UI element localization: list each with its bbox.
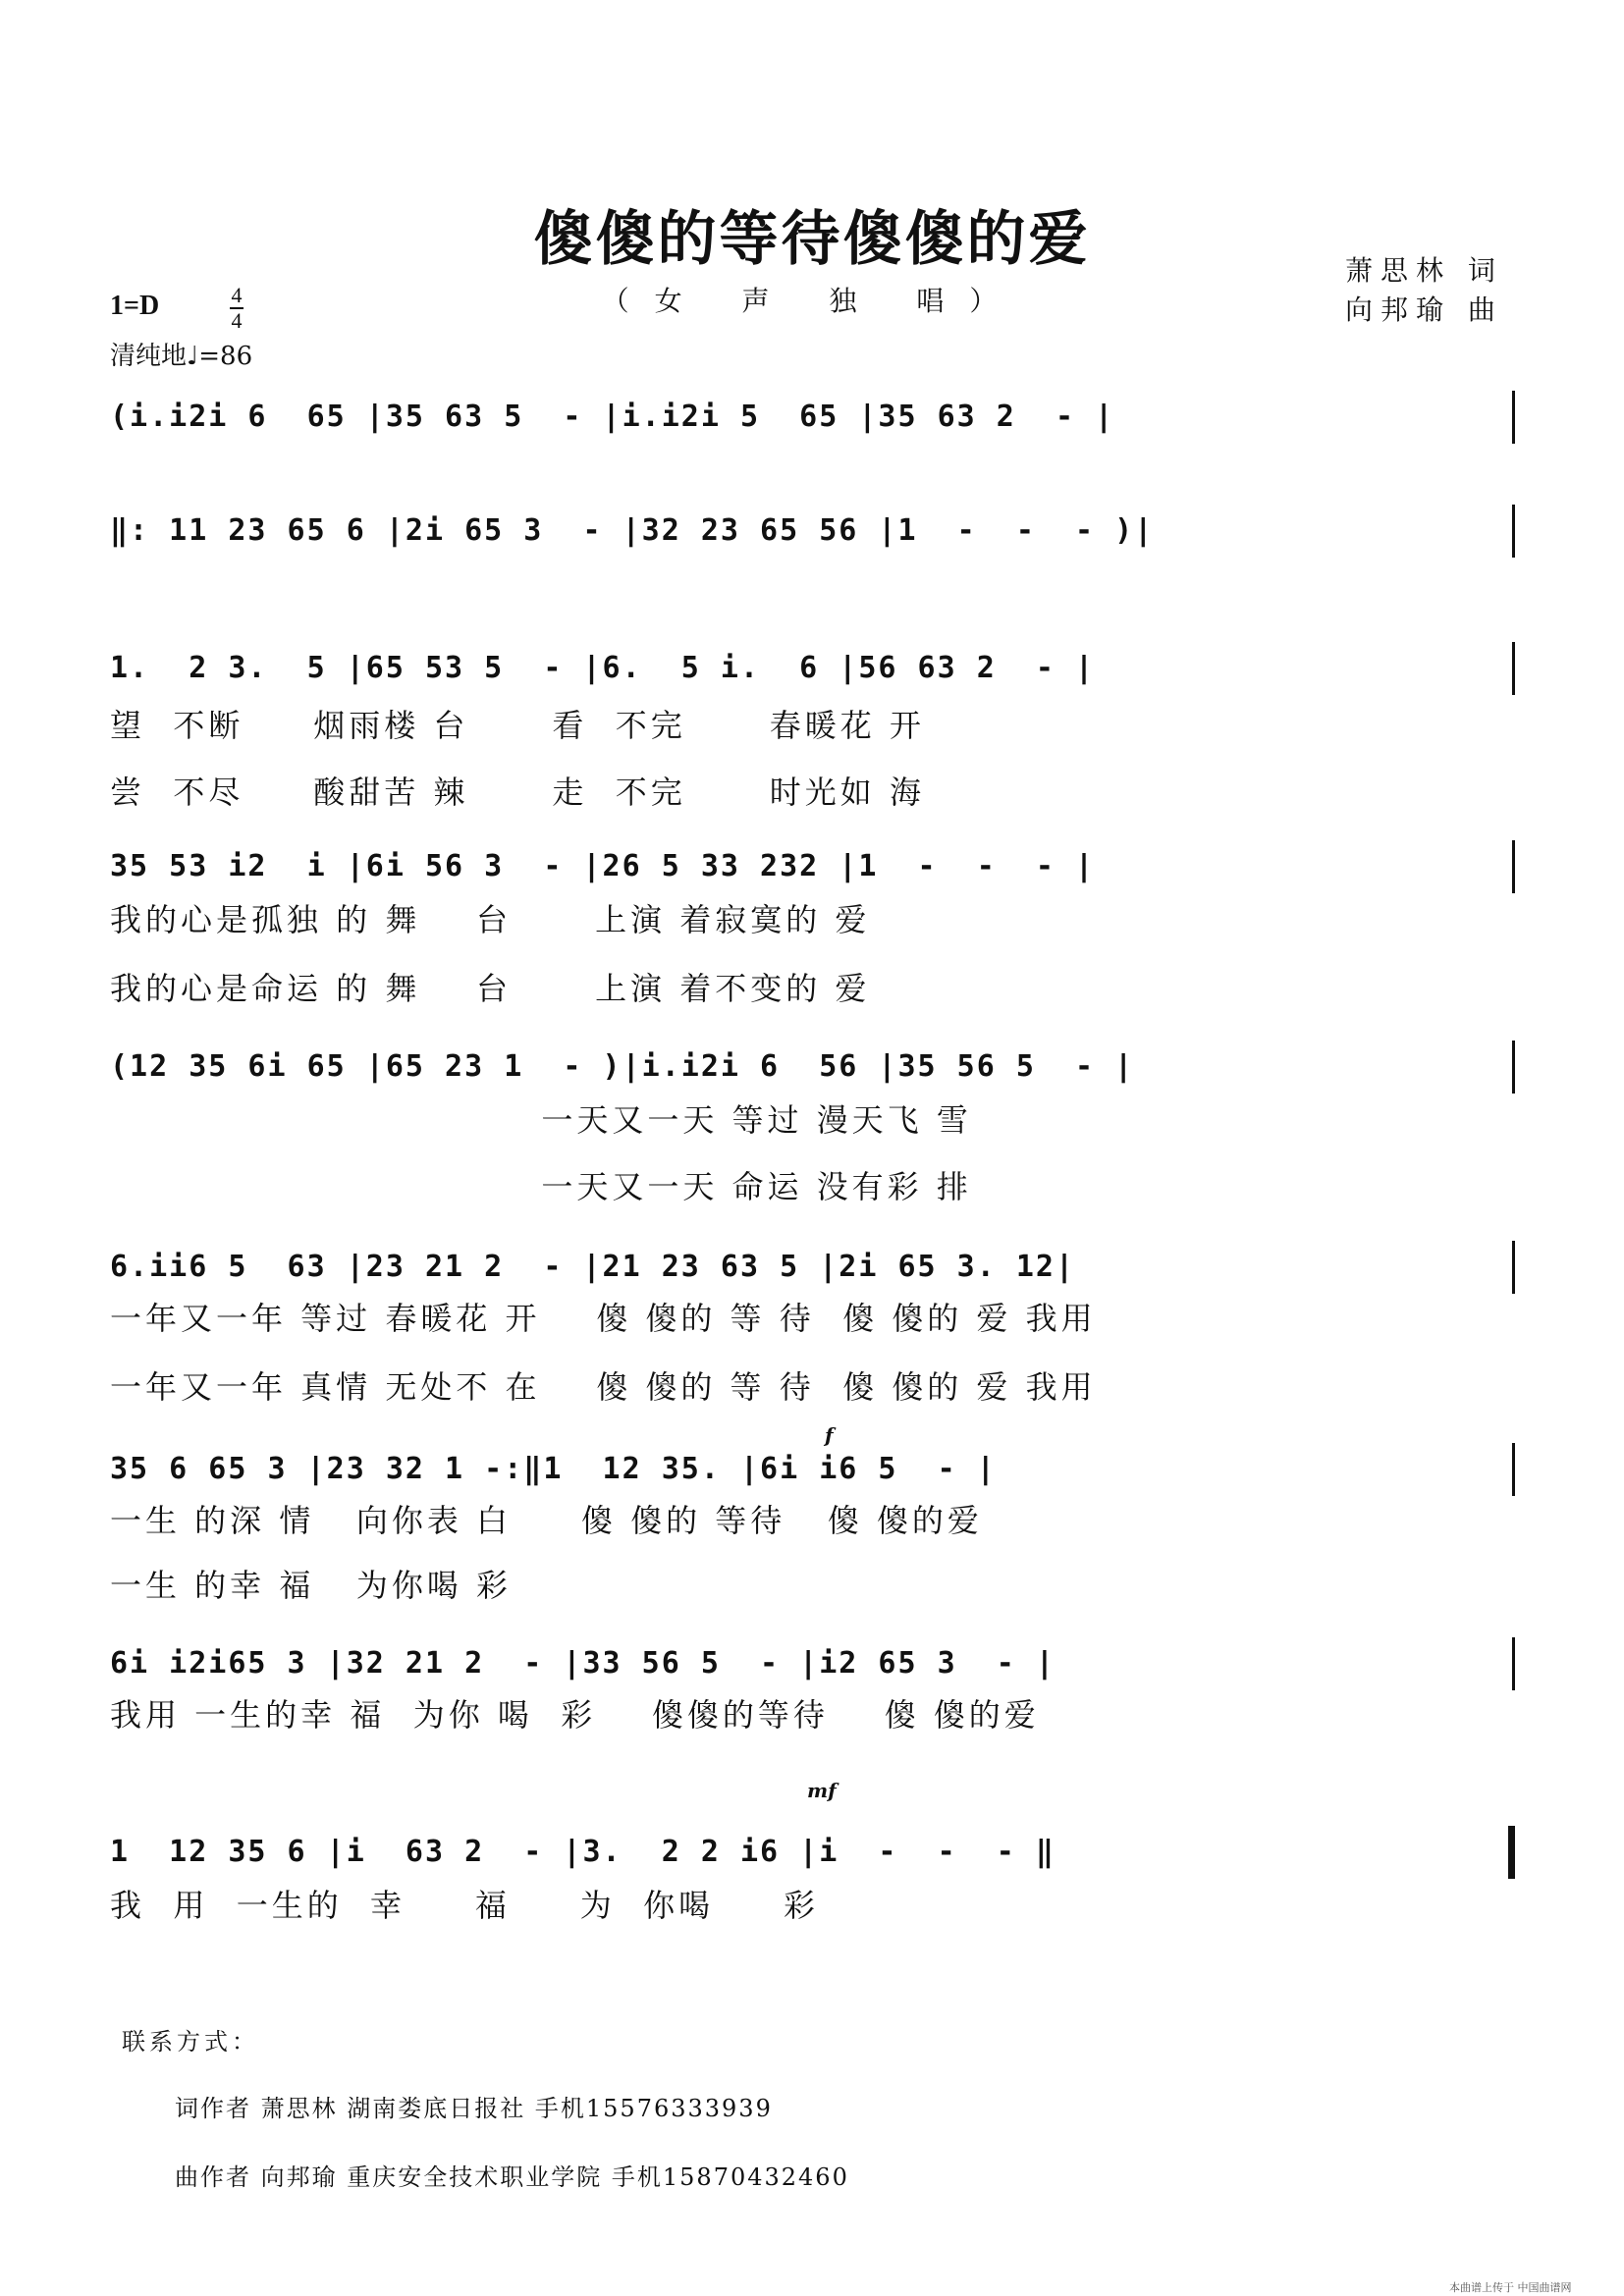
song-title: 傻傻的等待傻傻的爱 [533, 205, 1091, 274]
notation-line: 35 6 65 3 |23 32 1 -:‖1 12 35. |6i i6 5 - | [110, 1452, 997, 1486]
notation-line: 1. 2 3. 5 |65 53 5 - |6. 5 i. 6 |56 63 2 - | [110, 651, 1096, 685]
staff-row-7 [0, 1423, 1624, 1622]
staff-row-8 [0, 1629, 1624, 1757]
notation-line: (i.i2i 6 65 |35 63 5 - |i.i2i 5 65 |35 63 2 - | [110, 400, 1115, 434]
time-signature [230, 285, 244, 332]
barline [1512, 1241, 1515, 1294]
staff-row-5 [0, 1033, 1624, 1229]
notation-line: 6.ii6 5 63 |23 21 2 - |21 23 63 5 |2i 65 3. 12| [110, 1250, 1076, 1284]
time-signature-bottom: 4 [231, 308, 243, 333]
dynamic-forte: f [825, 1423, 834, 1447]
staff-row-3 [0, 634, 1624, 830]
time-signature-top: 4 [231, 283, 243, 307]
dynamic-mezzo-forte: mf [807, 1779, 837, 1802]
barline [1512, 391, 1515, 444]
barline [1512, 505, 1515, 558]
lyricist-contact: 词作者 萧思林 湖南娄底日报社 手机15576333939 [175, 2095, 773, 2122]
barline [1512, 840, 1515, 893]
lyric-verse-1: 我用 一生的幸 福 为你 喝 彩 傻傻的等待 傻 傻的爱 [110, 1696, 1040, 1734]
staff-row-6 [0, 1233, 1624, 1429]
lyricist-credit: 萧思林 词 [1345, 254, 1503, 287]
song-subtitle: （女 声 独 唱） [601, 285, 1023, 317]
tempo-marking: 清纯地♩=86 [110, 342, 253, 371]
notation-line: ‖: 11 23 65 6 |2i 65 3 - |32 23 65 56 |1 - - - )| [110, 513, 1155, 548]
lyric-verse-2: 我的心是命运 的 舞 台 上演 着不变的 爱 [110, 970, 871, 1007]
lyric-verse-1: 望 不断 烟雨楼 台 看 不完 春暖花 开 [110, 707, 925, 744]
final-barline [1508, 1826, 1515, 1879]
contact-label: 联系方式： [122, 2028, 259, 2056]
staff-row-4 [0, 832, 1624, 1029]
lyric-verse-1: 我 用 一生的 幸 福 为 你喝 彩 [110, 1887, 819, 1924]
staff-row-9 [0, 1779, 1624, 1946]
lyric-verse-2: 一年又一年 真情 无处不 在 傻 傻的 等 待 傻 傻的 爱 我用 [110, 1368, 1097, 1406]
lyric-verse-2: 一生 的幸 福 为你喝 彩 [110, 1567, 513, 1604]
barline [1512, 1443, 1515, 1496]
lyric-verse-2: 尝 不尽 酸甜苦 辣 走 不完 时光如 海 [110, 774, 925, 811]
lyric-verse-1: 一年又一年 等过 春暖花 开 傻 傻的 等 待 傻 傻的 爱 我用 [110, 1300, 1097, 1337]
composer-contact: 曲作者 向邦瑜 重庆安全技术职业学院 手机15870432460 [175, 2163, 849, 2191]
lyric-verse-1: 一天又一天 等过 漫天飞 雪 [110, 1101, 972, 1139]
notation-line: 35 53 i2 i |6i 56 3 - |26 5 33 232 |1 - - - | [110, 849, 1096, 883]
lyric-verse-2: 一天又一天 命运 没有彩 排 [110, 1168, 972, 1205]
lyric-verse-1: 我的心是孤独 的 舞 台 上演 着寂寞的 爱 [110, 901, 871, 938]
key-signature: 1=D [110, 291, 160, 321]
notation-line: 1 12 35 6 |i 63 2 - |3. 2 2 i6 |i - - - ‖ [110, 1835, 1056, 1869]
staff-row-1 [0, 383, 1624, 452]
notation-line: 6i i2i65 3 |32 21 2 - |33 56 5 - |i2 65 3 - | [110, 1646, 1056, 1681]
site-footer-note: 本曲谱上传于 中国曲谱网 [1449, 2281, 1572, 2294]
barline [1512, 1637, 1515, 1690]
notation-line: (12 35 6i 65 |65 23 1 - )|i.i2i 6 56 |35 56 5 - | [110, 1049, 1135, 1084]
composer-credit: 向邦瑜 曲 [1345, 294, 1503, 326]
barline [1512, 1041, 1515, 1094]
staff-row-2 [0, 497, 1624, 565]
lyric-verse-1: 一生 的深 情 向你表 白 傻 傻的 等待 傻 傻的爱 [110, 1502, 983, 1539]
barline [1512, 642, 1515, 695]
